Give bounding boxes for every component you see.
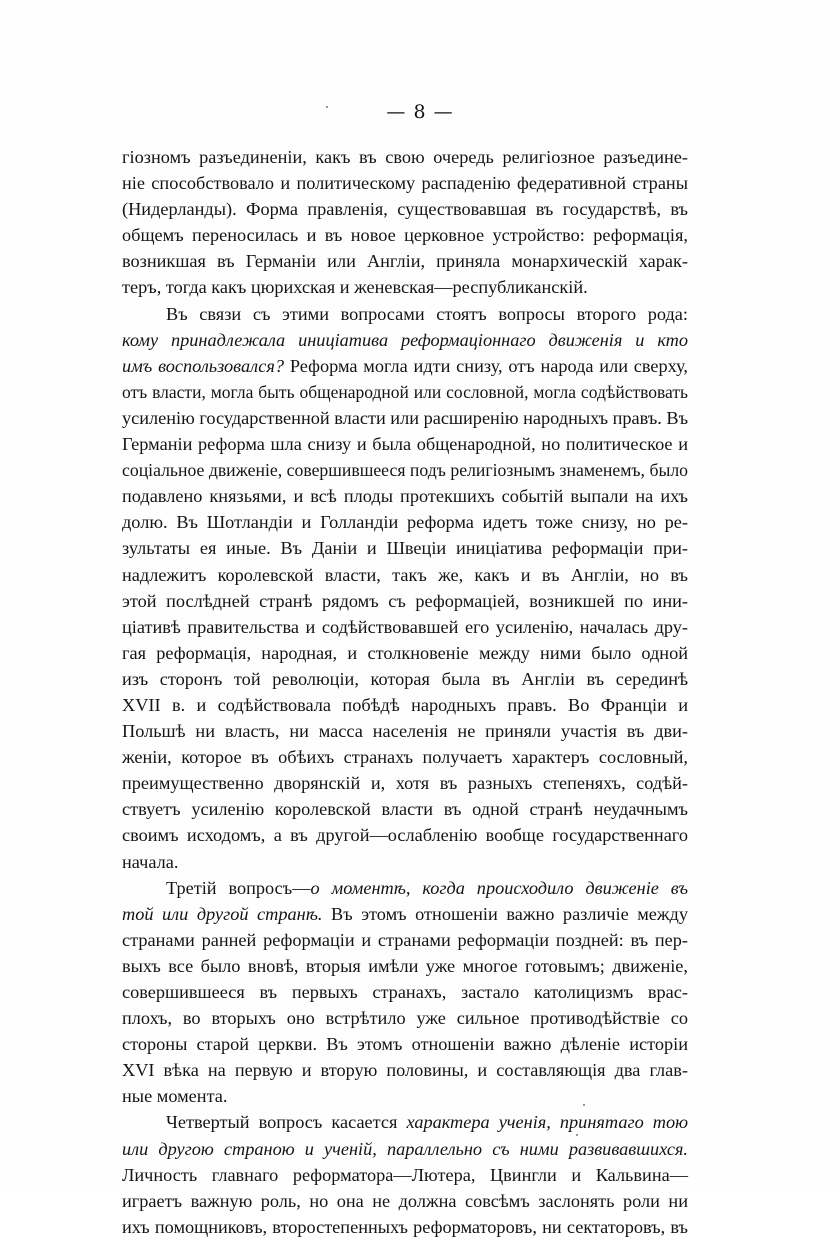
text-run: плохъ, во вторыхъ оно встрѣтило уже сильное противодѣйствіе со <box>122 1008 688 1029</box>
text-line <box>122 248 688 274</box>
paragraph <box>122 144 688 301</box>
text-line <box>122 327 688 353</box>
text-line <box>122 196 688 222</box>
text-run: зультаты ея иные. Въ Даніи и Швеціи иниціатива реформаціи при- <box>122 538 688 559</box>
text-run: выхъ все было вновѣ, вторыя имѣли уже многое готовымъ; движеніе, <box>122 955 688 976</box>
text-line <box>122 901 688 927</box>
text-line <box>122 770 688 796</box>
text-line <box>122 849 688 875</box>
text-run: надлежитъ королевской власти, такъ же, какъ и въ Англіи, но въ <box>122 564 688 585</box>
text-line <box>122 431 688 457</box>
text-run: стороны старой церкви. Въ этомъ отношеніи важно дѣленіе исторіи <box>122 1034 688 1055</box>
text-line <box>122 170 688 196</box>
text-run: Личность главнаго реформатора—Лютера, Цвингли и Кальвина— <box>122 1164 688 1185</box>
text-run: XVII в. и содѣйствовала побѣдѣ народныхъ правъ. Во Франціи и <box>122 694 688 715</box>
text-line <box>122 875 688 901</box>
text-line <box>122 1162 688 1188</box>
text-run: своимъ исходомъ, а въ другой—ослабленію вообще государственнаго <box>122 825 688 846</box>
ink-speck <box>576 1134 578 1136</box>
text-line <box>122 1057 688 1083</box>
text-run: XVI вѣка на первую и вторую половины, и составляющія два глав- <box>122 1060 688 1081</box>
text-line <box>122 640 688 666</box>
italic-text: или другою страною и ученій, параллельно съ ними развивавшихся. <box>122 1138 688 1159</box>
text-line <box>122 979 688 1005</box>
text-line <box>122 1005 688 1031</box>
text-line <box>122 1109 688 1135</box>
text-line <box>122 562 688 588</box>
text-run: (Нидерланды). Форма правленія, существовавшая въ государствѣ, въ <box>122 199 688 220</box>
text-run: начала. <box>122 851 179 872</box>
text-line <box>122 379 688 405</box>
text-line <box>122 953 688 979</box>
text-line <box>122 222 688 248</box>
text-run: долю. Въ Шотландіи и Голландіи реформа идетъ тоже снизу, но ре- <box>122 512 688 533</box>
text-line <box>122 796 688 822</box>
text-run: Въ связи съ этими вопросами стоятъ вопросы второго рода: <box>166 303 688 324</box>
text-line <box>122 614 688 640</box>
text-run: странами ранней реформаціи и странами реформаціи поздней: въ пер- <box>122 929 688 950</box>
ink-speck <box>326 106 328 108</box>
text-run: теръ, тогда какъ цюрихская и женевская—республиканскій. <box>122 277 588 298</box>
text-line <box>122 666 688 692</box>
text-run: Третій вопросъ— <box>166 877 311 898</box>
text-line <box>122 353 688 379</box>
text-run: усиленію государственной власти или расширенію народныхъ правъ. Въ <box>122 407 689 428</box>
text-line <box>122 509 688 535</box>
italic-text: кому принадлежала иниціатива реформаціоннаго движенія и кто <box>122 329 688 350</box>
text-run: совершившееся въ первыхъ странахъ, застало католицизмъ врас- <box>122 982 688 1002</box>
text-line <box>122 301 688 327</box>
text-line <box>122 588 688 614</box>
text-line <box>122 535 688 561</box>
text-line <box>122 483 688 509</box>
text-line <box>122 1031 688 1057</box>
text-run: ніе способствовало и политическому распаденію федеративной страны <box>122 173 688 194</box>
text-line <box>122 144 688 170</box>
text-run: женіи, которое въ обѣихъ странахъ получаетъ характеръ сословный, <box>122 747 688 768</box>
text-run: ихъ помощниковъ, второстепенныхъ реформаторовъ, ни сектаторовъ, въ <box>122 1216 688 1237</box>
text-run: общемъ переносилась и въ новое церковное устройство: реформація, <box>122 225 688 246</box>
text-run: Реформа могла идти снизу, отъ народа или сверху, <box>284 355 688 376</box>
text-run: играетъ важную роль, но она не должна совсѣмъ заслонять роли ни <box>122 1190 688 1211</box>
text-run: Въ этомъ отношеніи важно различіе между <box>322 903 688 924</box>
text-run: гая реформація, народная, и столкновеніе между ними было одной <box>122 642 688 663</box>
paragraph <box>122 1109 688 1239</box>
ink-speck <box>583 1104 585 1106</box>
text-line <box>122 457 688 483</box>
text-run: изъ сторонъ той революціи, которая была въ Англіи въ серединѣ <box>122 668 688 689</box>
paragraph <box>122 875 688 1110</box>
text-line <box>122 822 688 848</box>
text-run: ціативѣ правительства и содѣйствовавшей его усиленію, началась дру- <box>122 616 688 637</box>
text-line <box>122 744 688 770</box>
text-line <box>122 274 688 300</box>
text-line <box>122 1083 688 1109</box>
text-line <box>122 1188 688 1214</box>
text-run: Польшѣ ни власть, ни масса населенія не приняли участія въ дви- <box>122 721 688 742</box>
text-run: гіозномъ разъединеніи, какъ въ свою очередь религіозное разъедине- <box>122 147 688 167</box>
text-run: Германіи реформа шла снизу и была общенародной, но политическое и <box>122 434 688 455</box>
text-run: этой послѣдней странѣ рядомъ съ реформаціей, возникшей по ини- <box>122 590 688 611</box>
text-line <box>122 718 688 744</box>
body-text <box>122 144 688 1240</box>
text-run: ные момента. <box>122 1086 228 1107</box>
text-run: соціальное движеніе, совершившееся подъ религіознымъ знаменемъ, было <box>122 460 688 481</box>
text-run: отъ власти, могла быть общенародной или сословной, могла содѣйствовать <box>122 381 688 402</box>
text-run: подавлено князьями, и всѣ плоды протекшихъ событій выпали на ихъ <box>122 486 688 507</box>
paragraph <box>122 301 688 875</box>
text-line <box>122 692 688 718</box>
text-run: Четвертый вопросъ касается <box>166 1112 407 1133</box>
italic-text: имъ воспользовался? <box>122 355 285 376</box>
text-run: ствуетъ усиленію королевской власти въ одной странѣ неудачнымъ <box>122 799 688 820</box>
text-line <box>122 1214 688 1240</box>
text-line <box>122 405 688 431</box>
italic-text: характера ученія, принятаго тою <box>406 1112 688 1133</box>
page-number: — 8 — <box>386 101 454 123</box>
italic-text: той или другой странѣ. <box>122 903 323 924</box>
italic-text: о моментѣ, когда происходило движеніе въ <box>310 877 688 898</box>
text-run: возникшая въ Германіи или Англіи, приняла монархическій харак- <box>122 251 688 272</box>
text-run: преимущественно дворянскій и, хотя въ разныхъ степеняхъ, содѣй- <box>122 773 688 794</box>
text-line <box>122 1136 688 1162</box>
text-line <box>122 927 688 953</box>
